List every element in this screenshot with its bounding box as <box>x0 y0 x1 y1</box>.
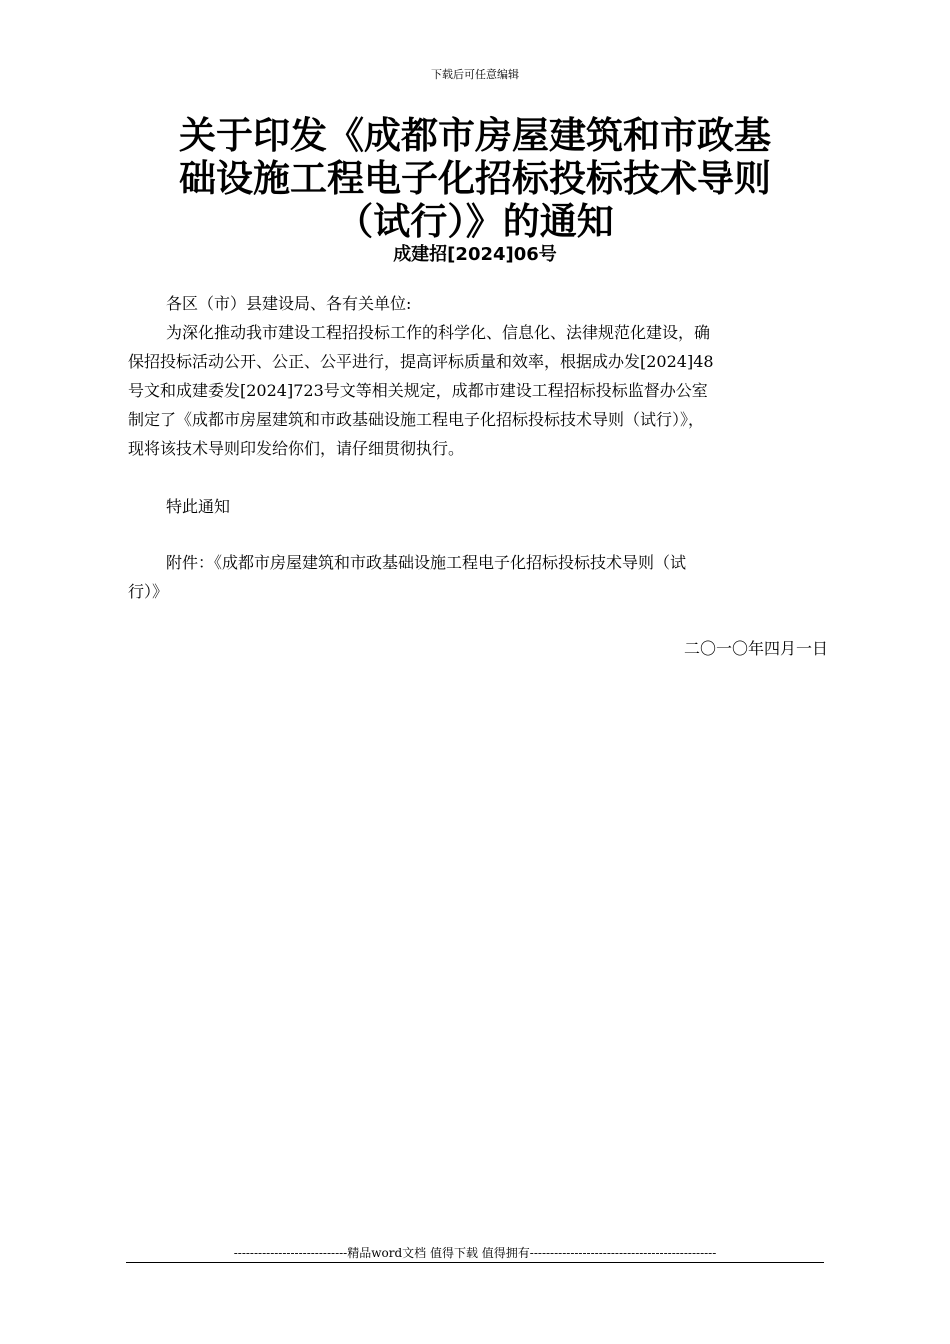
footer-note: ----------------------------精品word文档 值得下载 值得拥有---------------------------------------------- <box>233 1246 717 1260</box>
title-line: 关于印发《成都市房屋建筑和市政基 <box>179 114 771 157</box>
body-line: 制定了《成都市房屋建筑和市政基础设施工程电子化招标投标技术导则（试行）》， <box>128 410 705 429</box>
date <box>128 634 828 663</box>
body-line: 保招投标活动公开、公正、公平进行，提高评标质量和效率，根据成办发[2024]48 <box>128 352 714 371</box>
body-line: 现将该技术导则印发给你们，请仔细贯彻执行。 <box>128 439 465 458</box>
document-title <box>120 114 830 243</box>
document-number: 成建招[2024]06号 <box>393 244 557 265</box>
body-paragraph <box>128 318 828 463</box>
salutation-text: 各区（市）县建设局、各有关单位: <box>166 294 412 313</box>
header-note: 下载后可任意编辑 <box>431 68 519 81</box>
attachment <box>128 548 828 606</box>
body-line: 号文和成建委发[2024]723号文等相关规定，成都市建设工程招标投标监督办公室 <box>128 381 708 400</box>
date-text: 二〇一〇年四月一日 <box>683 639 828 658</box>
title-line: （试行）》的通知 <box>336 200 614 243</box>
closing-text: 特此通知 <box>166 497 231 516</box>
attachment-line: 附件：《成都市房屋建筑和市政基础设施工程电子化招标投标技术导则（试 <box>166 553 687 572</box>
title-line: 础设施工程电子化招标投标技术导则 <box>179 157 771 200</box>
closing <box>128 492 828 521</box>
attachment-line: 行）》 <box>128 582 169 601</box>
footer-rule <box>126 1262 824 1263</box>
body-line: 为深化推动我市建设工程招投标工作的科学化、信息化、法律规范化建设，确 <box>166 323 711 342</box>
salutation <box>128 289 828 318</box>
